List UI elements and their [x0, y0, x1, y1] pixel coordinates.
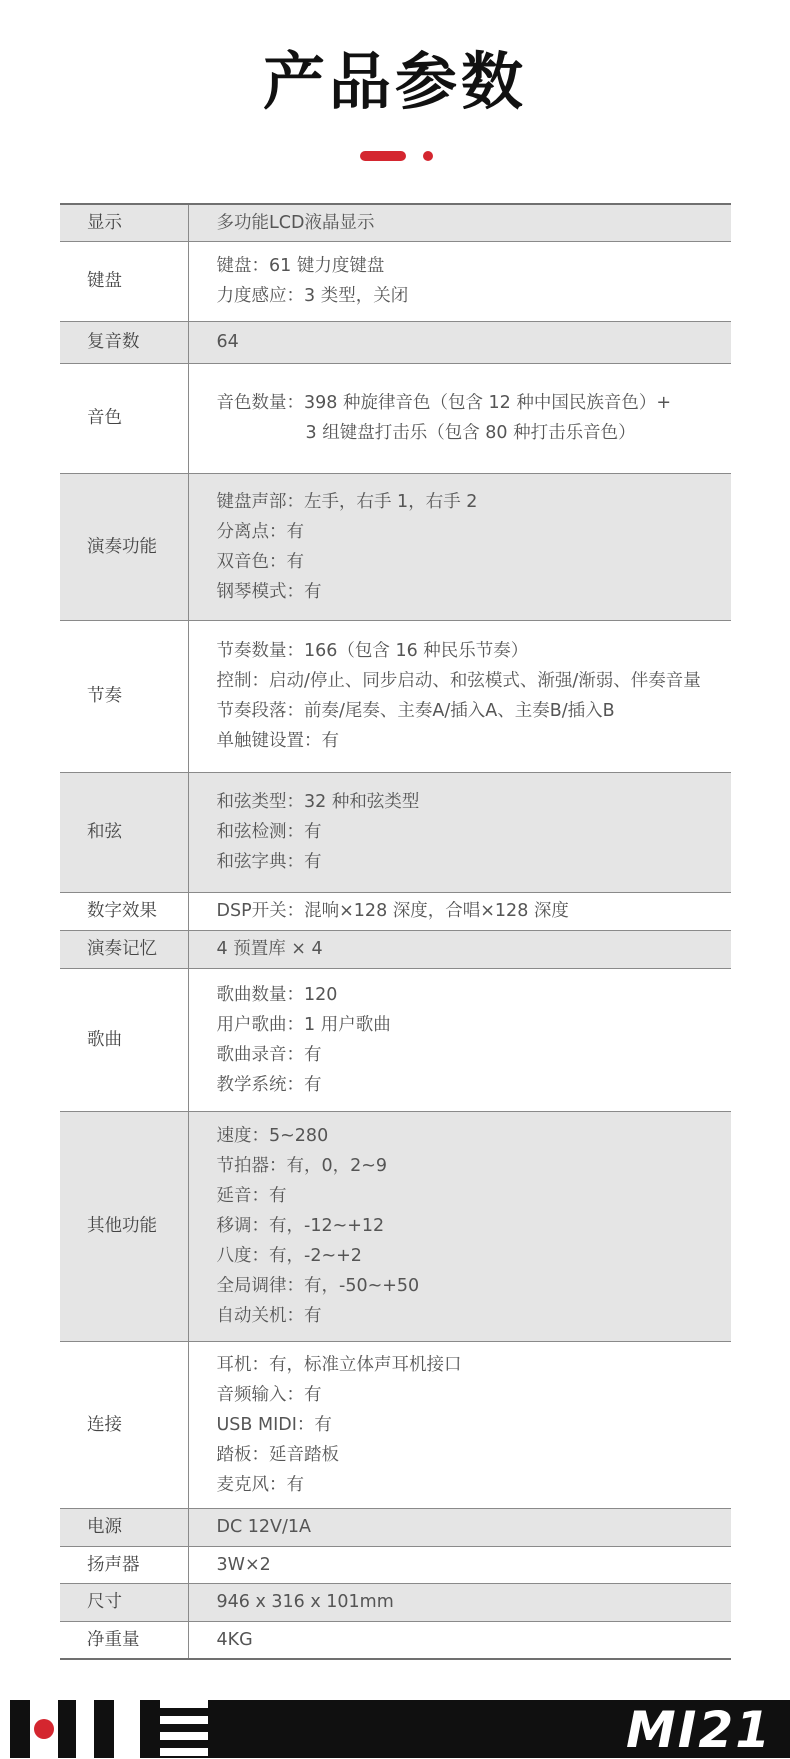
spec-line: 3W×2	[216, 1554, 271, 1575]
spec-line: DSP开关：混响×128 深度，合唱×128 深度	[216, 901, 569, 921]
spec-row-display	[60, 204, 731, 241]
footer-red-dot	[34, 1719, 54, 1739]
spec-value	[188, 1546, 731, 1583]
spec-label: 显示	[60, 204, 188, 241]
spec-row-polyphony	[60, 321, 731, 363]
title-underline-bar	[360, 151, 406, 161]
spec-line: 控制：启动/停止、同步启动、和弦模式、渐强/渐弱、伴奏音量	[216, 671, 701, 691]
footer-stripe	[0, 1700, 10, 1758]
spec-value	[188, 241, 731, 321]
spec-line: 分离点：有	[216, 521, 304, 542]
spec-line: 麦克风：有	[216, 1474, 304, 1495]
spec-line: 节拍器：有，0，2~9	[216, 1156, 388, 1176]
spec-line: 多功能LCD液晶显示	[216, 212, 375, 233]
spec-value	[188, 204, 731, 241]
spec-line: 全局调律：有，-50~+50	[216, 1276, 420, 1296]
spec-line: USB MIDI：有	[216, 1414, 332, 1435]
spec-label: 歌曲	[60, 968, 188, 1111]
spec-line: 歌曲数量：120	[216, 984, 338, 1005]
footer-stripe	[160, 1700, 208, 1708]
spec-row-chord	[60, 772, 731, 892]
footer-model-logo: MI21	[626, 1701, 772, 1759]
spec-value	[188, 772, 731, 892]
spec-row-weight	[60, 1621, 731, 1659]
footer-stripe	[160, 1732, 208, 1740]
spec-line: 节奏段落：前奏/尾奏、主奏A/插入A、主奏B/插入B	[216, 701, 615, 721]
spec-line: 3 组键盘打击乐（包含 80 种打击乐音色）	[305, 423, 636, 443]
spec-row-digital-effects	[60, 892, 731, 930]
spec-line: 速度：5~280	[216, 1126, 329, 1146]
spec-line: 音色数量：398 种旋律音色（包含 12 种中国民族音色）+	[216, 393, 672, 413]
spec-value	[188, 1111, 731, 1341]
spec-row-performance	[60, 473, 731, 620]
spec-line: 946 x 316 x 101mm	[216, 1592, 394, 1612]
spec-line: 耳机：有，标准立体声耳机接口	[216, 1354, 462, 1375]
spec-value	[188, 1508, 731, 1546]
spec-line: 单触键设置：有	[216, 731, 339, 751]
spec-row-connection	[60, 1341, 731, 1508]
spec-value	[188, 363, 731, 473]
spec-label: 数字效果	[60, 892, 188, 930]
spec-line: 自动关机：有	[216, 1306, 322, 1326]
spec-value	[188, 892, 731, 930]
spec-line: 八度：有，-2~+2	[216, 1246, 362, 1266]
spec-row-power	[60, 1508, 731, 1546]
spec-line: 和弦类型：32 种和弦类型	[216, 792, 420, 812]
spec-line: 移调：有，-12~+12	[216, 1216, 385, 1236]
footer-stripe	[160, 1748, 208, 1756]
spec-label: 和弦	[60, 772, 188, 892]
spec-line: 键盘：61 键力度键盘	[216, 256, 385, 276]
spec-label: 节奏	[60, 620, 188, 772]
spec-label: 扬声器	[60, 1546, 188, 1583]
footer-stripe	[76, 1700, 94, 1758]
spec-row-dimensions	[60, 1583, 731, 1621]
spec-line: DC 12V/1A	[216, 1517, 311, 1537]
spec-row-voices	[60, 363, 731, 473]
spec-value	[188, 620, 731, 772]
spec-label: 其他功能	[60, 1111, 188, 1341]
spec-row-memory	[60, 930, 731, 968]
spec-value	[188, 1341, 731, 1508]
spec-row-songs	[60, 968, 731, 1111]
spec-value	[188, 968, 731, 1111]
spec-label: 尺寸	[60, 1583, 188, 1621]
spec-row-rhythm	[60, 620, 731, 772]
spec-line: 歌曲录音：有	[216, 1044, 322, 1065]
spec-value	[188, 473, 731, 620]
spec-line: 用户歌曲：1 用户歌曲	[216, 1014, 391, 1035]
spec-row-keyboard	[60, 241, 731, 321]
page-title: 产品参数	[262, 45, 527, 118]
spec-label: 演奏记忆	[60, 930, 188, 968]
footer-banner	[0, 1700, 790, 1758]
spec-row-speaker	[60, 1546, 731, 1583]
spec-line: 节奏数量：166（包含 16 种民乐节奏）	[216, 641, 529, 661]
spec-value	[188, 1621, 731, 1659]
spec-line: 力度感应：3 类型，关闭	[216, 286, 409, 306]
spec-label: 连接	[60, 1341, 188, 1508]
spec-line: 双音色：有	[216, 551, 304, 572]
spec-value	[188, 930, 731, 968]
spec-label: 电源	[60, 1508, 188, 1546]
footer-stripe	[114, 1700, 140, 1758]
spec-value	[188, 321, 731, 363]
spec-line: 和弦检测：有	[216, 822, 322, 842]
spec-row-other	[60, 1111, 731, 1341]
spec-line: 和弦字典：有	[216, 852, 322, 872]
spec-label: 音色	[60, 363, 188, 473]
spec-line: 延音：有	[216, 1186, 287, 1206]
spec-label: 复音数	[60, 321, 188, 363]
spec-line: 4KG	[216, 1629, 253, 1650]
spec-line: 钢琴模式：有	[216, 581, 322, 602]
spec-line: 64	[216, 332, 239, 352]
spec-line: 踏板：延音踏板	[216, 1444, 339, 1465]
footer-stripe	[160, 1716, 208, 1724]
spec-line: 4 预置库 × 4	[216, 939, 323, 959]
spec-line: 键盘声部：左手，右手 1，右手 2	[216, 491, 478, 512]
title-underline-dot	[423, 151, 433, 161]
spec-line: 教学系统：有	[216, 1074, 322, 1095]
spec-label: 演奏功能	[60, 473, 188, 620]
spec-label: 键盘	[60, 241, 188, 321]
spec-line: 音频输入：有	[216, 1384, 322, 1405]
spec-label: 净重量	[60, 1621, 188, 1659]
spec-value	[188, 1583, 731, 1621]
spec-table	[60, 203, 731, 1660]
